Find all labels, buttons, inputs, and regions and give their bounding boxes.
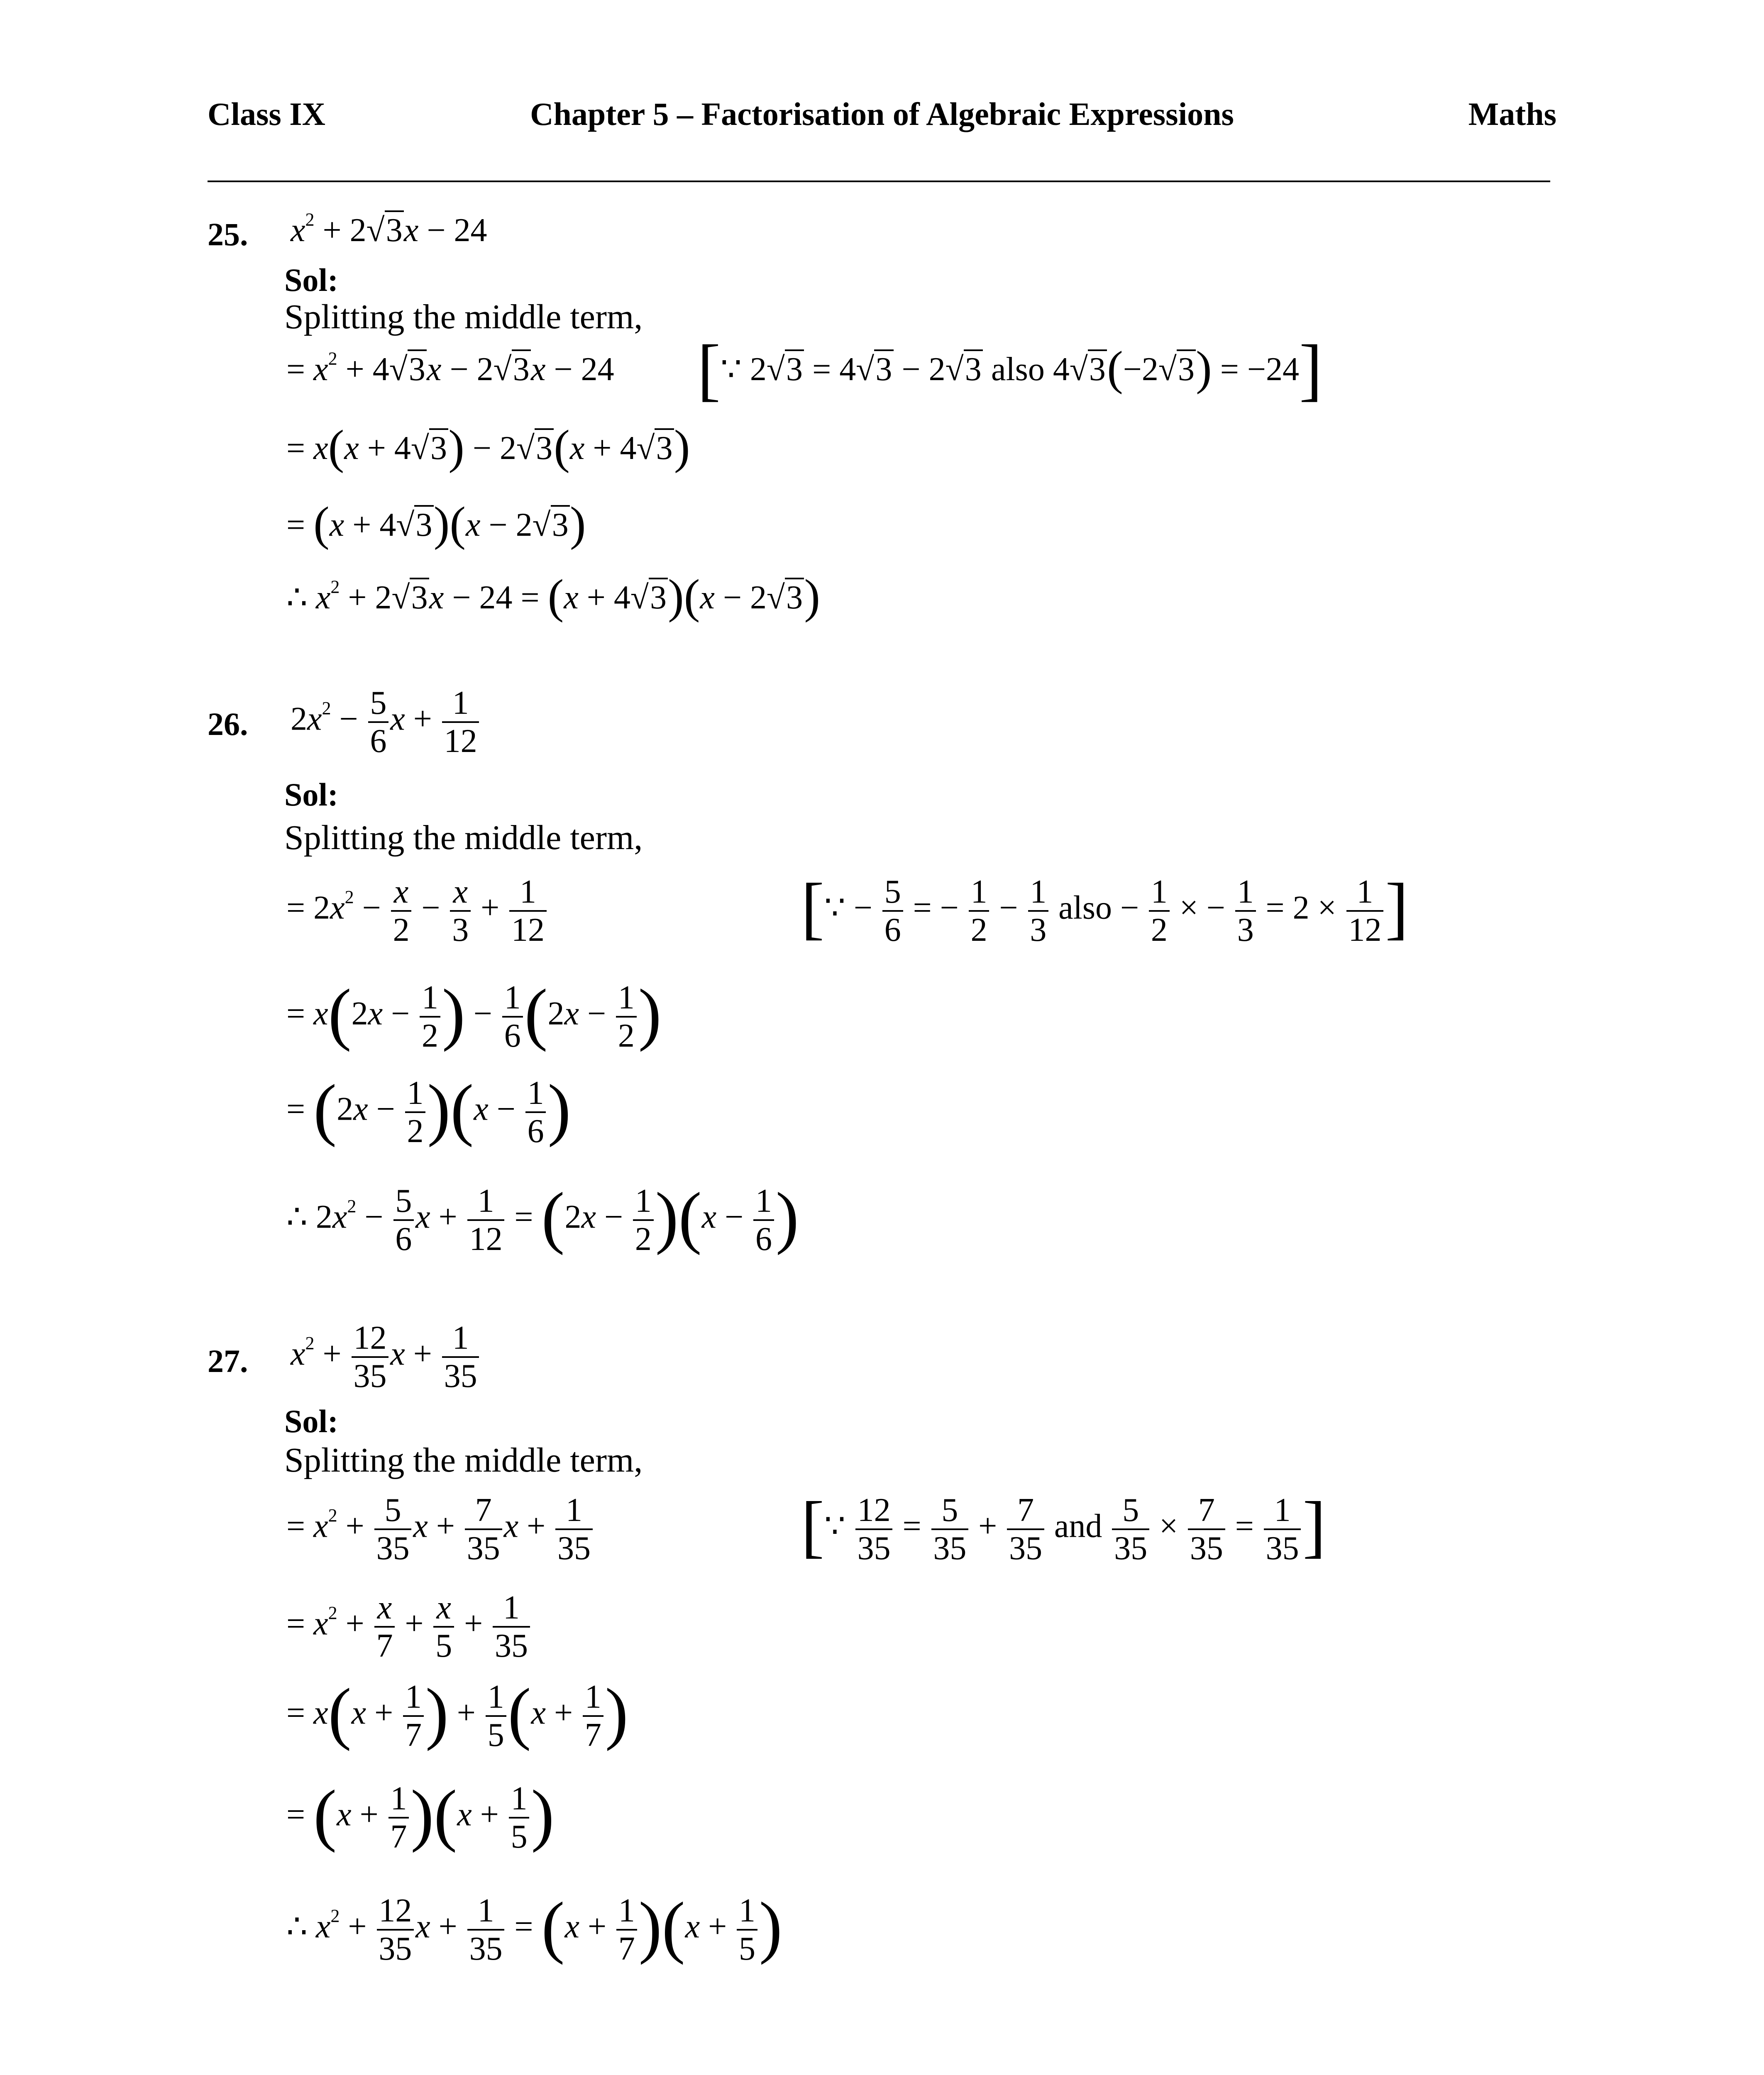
problem-27-conclusion: ∴ $x^2$ + $\frac{12}{35}$ x + $\frac{1}{35}$ = (x + $\frac{1}{7}$ )(x + $\frac{1}{5}$ ) [286, 1888, 782, 1967]
problem-25-note: [∵ 2√3 = 4√3 − 2√3 also 4√3(−2√3) = −24] [697, 331, 1322, 408]
problem-27-sol-label: Sol: [284, 1403, 339, 1439]
problem-25-step-1: = $x^2 + 4√3x - 2√3x - 24$ [286, 348, 614, 388]
problem-25-number: 25. [208, 216, 248, 252]
problem-26-step-2: = x(2x − $\frac{1}{2}$ ) − $\frac{1}{6}$ (2x − $\frac{1}{2}$ ) [286, 975, 662, 1054]
subject-label: Maths [1468, 96, 1556, 132]
problem-25-conclusion: ∴ $x^2 + 2√3x - 24 = (x + 4√3)(x - 2√3)$ [286, 570, 820, 623]
problem-27-step-3: = x(x + $\frac{1}{7}$ ) + $\frac{1}{5}$ (x + $\frac{1}{7}$ ) [286, 1674, 628, 1753]
problem-25-method: Splitting the middle term, [284, 298, 643, 336]
problem-25-sol-label: Sol: [284, 262, 339, 298]
header-divider [208, 181, 1550, 182]
problem-26-conclusion: ∴ $2x^2$ − $\frac{5}{6}$ x + $\frac{1}{12}$ = (2x − $\frac{1}{2}$ )(x − $\frac{1}{6}$ ) [286, 1178, 799, 1257]
chapter-title: Chapter 5 – Factorisation of Algebraic Expressions [530, 96, 1234, 132]
problem-27-step-4: = (x + $\frac{1}{7}$ )(x + $\frac{1}{5}$ ) [286, 1776, 555, 1855]
problem-26-sol-label: Sol: [284, 776, 339, 813]
problem-27-number: 27. [208, 1343, 248, 1379]
class-label: Class IX [208, 96, 325, 132]
problem-26-method: Splitting the middle term, [284, 818, 643, 857]
page-header [208, 95, 1556, 145]
problem-26-step-3: = (2x − $\frac{1}{2}$ )(x − $\frac{1}{6}$ ) [286, 1070, 571, 1150]
problem-27-method: Splitting the middle term, [284, 1441, 643, 1479]
problem-25-expression: $x^2 + 2√3x - 24$ [291, 209, 487, 249]
problem-26-step-1: = $2x^2$ − $\frac{x}{2}$ − $\frac{x}{3}$ + $\frac{1}{12}$ [286, 874, 548, 948]
problem-27-step-1: = $x^2$ + $\frac{5}{35}$ x + $\frac{7}{35}$ x + $\frac{1}{35}$ [286, 1492, 594, 1567]
problem-27-expression: $x^2$ + $\frac{12}{35}$ x + $\frac{1}{35}$ [291, 1320, 481, 1394]
problem-25-step-3: = (x + 4√3)(x − 2√3) [286, 497, 586, 551]
problem-26-expression: $2x^2$ − $\frac{5}{6}$ x + $\frac{1}{12}$ [291, 685, 481, 759]
problem-27-note: [∵ $\frac{12}{35}$ = $\frac{5}{35}$ + $\frac{7}{35}$ and $\frac{5}{35}$ × $\frac{7}{35}$ = $\frac{1}{35}$ ] [801, 1487, 1326, 1567]
problem-26-note: [∵ − $\frac{5}{6}$ = − $\frac{1}{2}$ − $\frac{1}{3}$ also − $\frac{1}{2}$ × − $\frac{1}{3}$ = 2 × $\frac{1}{12}$ ] [801, 869, 1409, 948]
problem-26-number: 26. [208, 706, 248, 742]
problem-27-step-2: = $x^2$ + $\frac{x}{7}$ + $\frac{x}{5}$ + $\frac{1}{35}$ [286, 1589, 532, 1664]
problem-25-step-2: = x(x + 4√3) − 2√3(x + 4√3) [286, 420, 690, 474]
